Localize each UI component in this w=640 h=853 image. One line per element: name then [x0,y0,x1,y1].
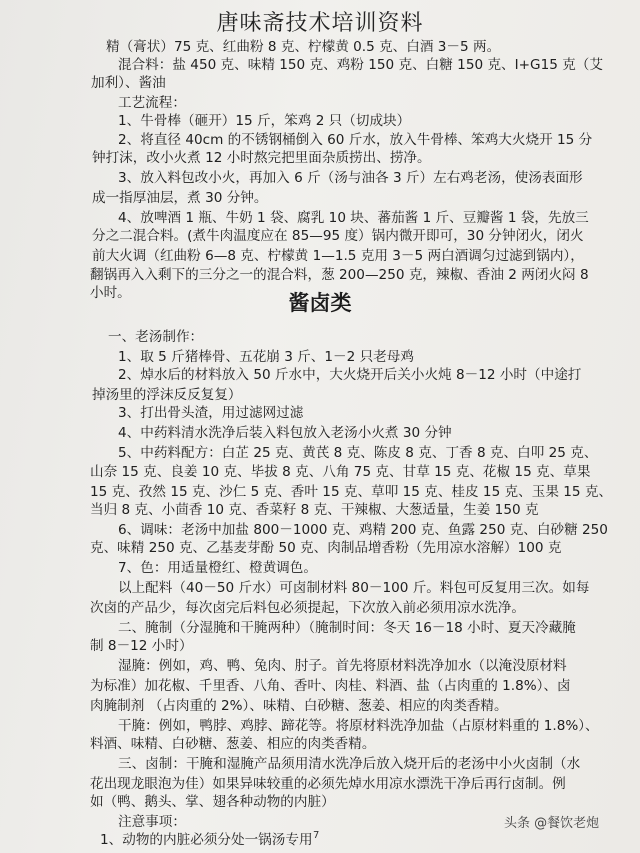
body-text-line: 克、味精 250 克、乙基麦芽酚 50 克、肉制品增香粉（先用凉水溶解）100 克 [90,540,562,556]
body-text-line: 湿腌：例如，鸡、鸭、兔肉、肘子。首先将原材料洗净加水（以淹没原材料 [118,658,567,674]
body-text-line: 料酒、味精、白砂糖、葱姜、相应的肉类香精。 [90,736,376,752]
body-text-line: 5、中药料配方：白芷 25 克、黄芪 8 克、陈皮 8 克、丁香 8 克、白叩 25 克、 [118,445,598,461]
page-title: 唐味斋技术培训资料 [216,11,424,36]
top-text-line: 工艺流程： [118,95,186,111]
body-text-line: 花出现龙眼泡为佳）如果异味较重的必须先焯水用凉水漂洗干净后再行卤制。例 [90,776,566,792]
body-text-line: 二、腌制（分湿腌和干腌两种）（腌制时间：冬天 16－18 小时、夏天冷藏腌 [118,620,576,636]
body-text-line: 当归 8 克、小茴香 10 克、香菜籽 8 克、干辣椒、大葱适量，生姜 150 克 [90,502,539,518]
top-text-line: 成一指厚油层，煮 30 分钟。 [92,190,268,206]
top-text-line: 精（膏状）75 克、红曲粉 8 克、柠檬黄 0.5 克、白酒 3－5 两。 [106,39,501,55]
body-text-line: 为标准）加花椒、千里香、八角、香叶、肉桂、料酒、盐（占肉重的 1.8%）、卤 [90,678,571,694]
body-text-line: 3、打出骨头渣，用过滤网过滤 [118,405,304,421]
top-text-line: 3、放入料包改小火，再加入 6 斤（汤与油各 3 斤）左右鸡老汤，使汤表面形 [118,170,583,186]
body-text-line: 4、中药料清水洗净后装入料包放入老汤小火煮 30 分钟 [118,425,452,441]
body-text-line: 次卤的产品少，每次卤完后料包必须提起，下次放入前必须用凉水洗净。 [90,600,525,616]
body-text-line: 如（鸭、鹅头、掌、翅各种动物的内脏） [90,794,335,810]
body-text-line: 制 8－12 小时） [90,638,193,654]
watermark-text: 头条 @餐饮老炮 [504,816,600,831]
page-number: 7 [313,830,320,841]
top-text-line: 4、放啤酒 1 瓶、牛奶 1 袋、腐乳 10 块、蕃茄酱 1 斤、豆瓣酱 1 袋，先放三 [118,210,589,226]
body-text-line: 肉腌制剂 （占肉重的 2%）、味精、白砂糖、葱姜、相应的肉类香精。 [90,698,508,714]
top-text-line: 混合料：盐 450 克、味精 150 克、鸡粉 150 克、白糖 150 克、I+G15 克（艾 [118,57,603,73]
body-text-line: 2、焯水后的材料放入 50 斤水中，大火烧开后关小火炖 8－12 小时（中途打 [118,367,582,383]
top-text-line: 分之二混合料。(煮牛肉温度应在 85—95 度）锅内微开即可，30 分钟闭火，闭火 [92,228,584,244]
top-text-line: 2、将直径 40cm 的不锈钢桶倒入 60 斤水，放入牛骨棒、笨鸡大火烧开 15 分 [118,132,593,148]
top-text-line: 钟打沫，改小火煮 12 小时熬完把里面杂质捞出、捞净。 [92,150,431,166]
body-text-line: 注意事项： [118,814,186,830]
body-text-line: 三、卤制：干腌和湿腌产品须用清水洗净后放入烧开后的老汤中小火卤制（水 [118,756,581,772]
body-text-line: 一、老汤制作： [108,329,204,345]
top-text-line: 翻锅再入入剩下的三分之一的混合料，葱 200—250 克，辣椒、香油 2 两闭火闷 8 [90,267,589,283]
top-text-line: 1、牛骨棒（砸开）15 斤，笨鸡 2 只（切成块） [118,113,411,129]
top-text-line: 加利）、酱油 [91,75,166,91]
body-text-line: 干腌：例如，鸭脖、鸡脖、蹄花等。将原材料洗净加盐（占原材料重的 1.8%）、 [118,718,599,734]
body-text-line: 以上配料（40－50 斤水）可卤制材料 80－100 斤。料包可反复用三次。如每 [118,580,590,596]
body-text-line: 掉汤里的浮沫反反复复） [92,387,242,403]
body-text-line: 6、调味：老汤中加盐 800－1000 克、鸡精 200 克、鱼露 250 克、白砂糖 250 [118,522,608,538]
body-text-line: 7、色：用适量橙红、橙黄调色。 [118,560,317,576]
body-text-line: 1、动物的内脏必须分处一锅汤专用 [100,832,313,848]
top-text-line: 前大火调（红曲粉 6—8 克、柠檬黄 1—1.5 克用 3－5 两白酒调匀过滤到锅内）， [92,248,584,264]
body-text-line: 15 克、孜然 15 克、沙仁 5 克、香叶 15 克、草叩 15 克、桂皮 15 克、玉果 15 克、 [90,484,613,500]
top-text-line: 小时。 [90,285,131,301]
body-text-line: 山奈 15 克、良姜 10 克、毕拔 8 克、八角 75 克、甘草 15 克、花椒 15 克、草果 [90,464,591,480]
watermark [504,812,599,831]
section-title: 酱卤类 [288,291,352,315]
body-text-line: 1、取 5 斤猪棒骨、五花崩 3 斤、1－2 只老母鸡 [118,349,414,365]
